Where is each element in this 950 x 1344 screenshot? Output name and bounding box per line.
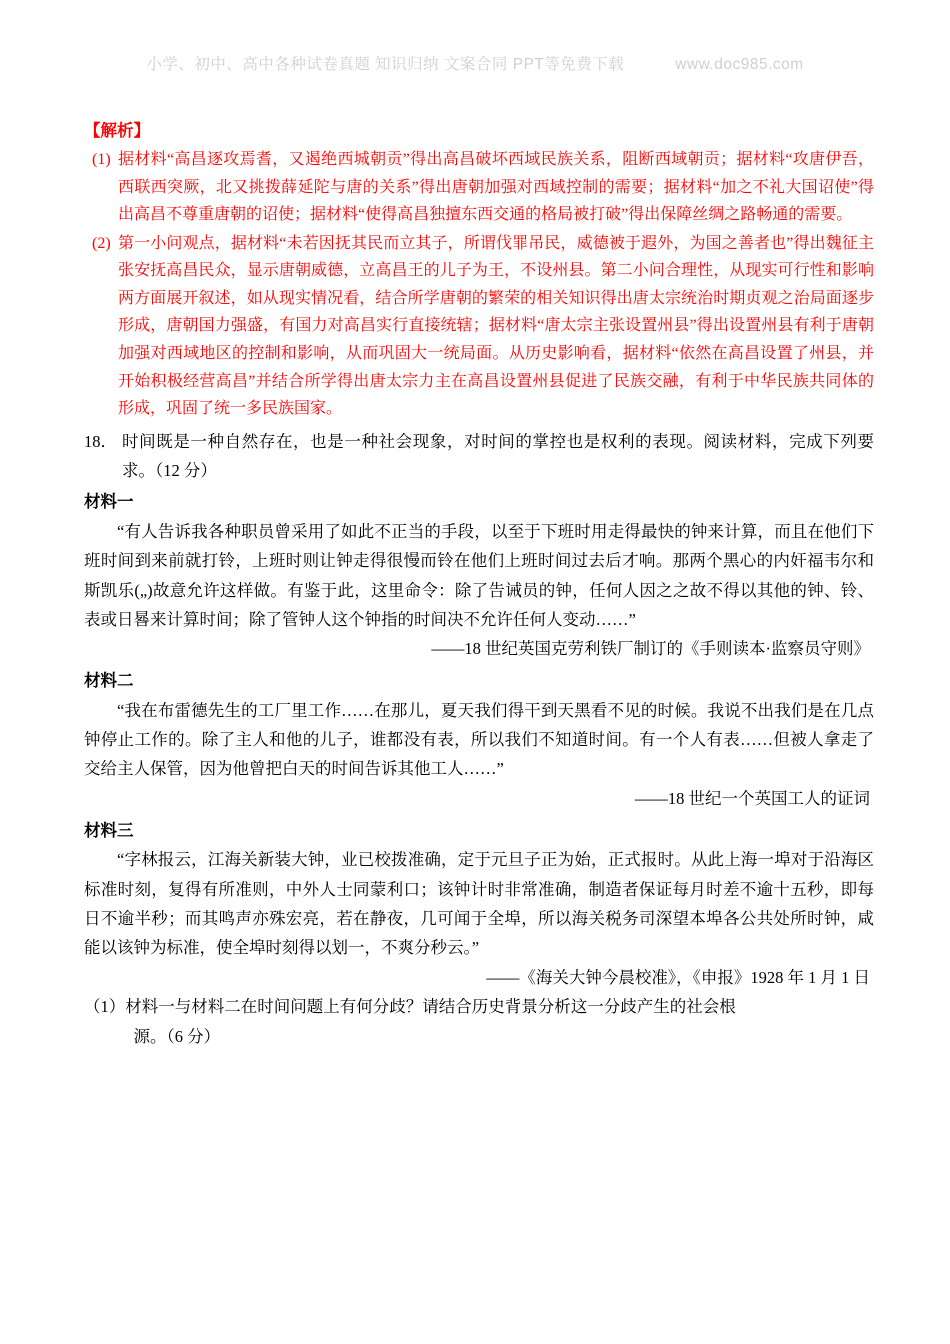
analysis-answers bbox=[84, 146, 874, 422]
answer-text: 据材料“高昌逐攻焉耆，又遏绝西城朝贡”得出高昌破坏西域民族关系，阻断西域朝贡；据材料“攻唐伊吾，西联西突厥，北又挑拨薛延陀与唐的关系”得出唐朝加强对西域控制的需要；据材料“加之不礼大国诏使”得出高昌不尊重唐朝的诏使；据材料“使得高昌独擅东西交通的格局被打破”得出保障丝绸之路畅通的需要。 bbox=[118, 151, 874, 224]
answer-number: (2) bbox=[92, 234, 111, 252]
material-source: ——18 世纪一个英国工人的证词 bbox=[634, 788, 870, 808]
sub-question-1 bbox=[84, 992, 874, 1051]
question-number: 18． bbox=[84, 431, 117, 451]
watermark-banner bbox=[0, 52, 950, 74]
watermark-text: 小学、初中、高中各种试卷真题 知识归纳 文案合同 PPT等免费下载 bbox=[146, 56, 625, 73]
answer-number: (1) bbox=[92, 151, 111, 169]
material-label: 材料三 bbox=[84, 820, 134, 840]
document-content bbox=[84, 118, 874, 1051]
material-text: “字林报云，江海关新装大钟，业已校拨准确，定于元旦子正为始，正式报时。从此上海一埠对于沿海区标准时刻，复得有所准则，中外人士同蒙利口；该钟计时非常准确，制造者保证每月时差不逾十五秒，即每日不逾半秒；而其鸣声亦殊宏亮，若在静夜，几可闻于全埠，所以海关税务司深望本埠各公共处所时钟，咸能以该钟为标准，使全埠时刻得以划一，不爽分秒云。” bbox=[84, 850, 874, 958]
answer-text: 第一小问观点，据材料“未若因抚其民而立其子，所谓伐罪吊民，威德被于遐外，为国之善者也”得出魏征主张安抚高昌民众，显示唐朝威德，立高昌王的儿子为王，不设州县。第二小问合理性，从现实可行性和影响两方面展开叙述，如从现实情况看，结合所学唐朝的繁荣的相关知识得出唐太宗统治时期贞观之治局面逐步形成，唐朝国力强盛，有国力对高昌实行直接统辖；据材料“唐太宗主张设置州县”得出设置州县有利于唐朝加强对西域地区的控制和影响，从而巩固大一统局面。从历史影响看，据材料“依然在高昌设置了州县，并开始积极经营高昌”并结合所学得出唐太宗力主在高昌设置州县促进了民族交融，有利于中华民族共同体的形成，巩固了统一多民族国家。 bbox=[118, 234, 874, 418]
material-source: ——《海关大钟今晨校准》，《申报》1928 年 1 月 1 日 bbox=[486, 967, 870, 987]
material-two bbox=[84, 666, 874, 813]
material-source: ——18 世纪英国克劳利铁厂制订的《手则读本·监察员守则》 bbox=[431, 639, 870, 659]
sub-question-text-cont: 源。（6 分） bbox=[133, 1026, 221, 1046]
material-three bbox=[84, 816, 874, 993]
question-18 bbox=[84, 427, 874, 486]
material-label: 材料二 bbox=[84, 671, 134, 691]
question-stem: 时间既是一种自然存在，也是一种社会现象，对时间的掌控也是权利的表现。阅读材料，完成下列要求。（12 分） bbox=[122, 431, 874, 480]
sub-question-text: 材料一与材料二在时间问题上有何分歧？请结合历史背景分析这一分歧产生的社会根 bbox=[125, 997, 736, 1017]
material-one bbox=[84, 487, 874, 664]
watermark-url: www.doc985.com bbox=[675, 56, 804, 73]
material-text: “有人告诉我各种职员曾采用了如此不正当的手段，以至于下班时用走得最快的钟来计算，而且在他们下班时间到来前就打铃，上班时则让钟走得很慢而铃在他们上班时间过去后才响。那两个黑心的内奸福韦尔和斯凯乐(„)故意允许这样做。有鉴于此，这里命令：除了告诫员的钟，任何人因之之故不得以其他的钟、铃、表或日晷来计算时间；除了管钟人这个钟指的时间决不允许任何人变动……” bbox=[84, 521, 874, 630]
answer-item bbox=[84, 230, 874, 423]
analysis-heading: 【解析】 bbox=[84, 121, 150, 140]
material-text: “我在布雷德先生的工厂里工作……在那儿，夏天我们得干到天黑看不见的时候。我说不出我们是在几点钟停止工作的。除了主人和他的儿子，谁都没有表，所以我们不知道时间。有一个人有表……但被人拿走了交给主人保管，因为他曾把白天的时间告诉其他工人……” bbox=[84, 700, 874, 779]
sub-question-number: （1） bbox=[84, 997, 126, 1017]
answer-item bbox=[84, 146, 874, 229]
material-label: 材料一 bbox=[84, 492, 134, 512]
